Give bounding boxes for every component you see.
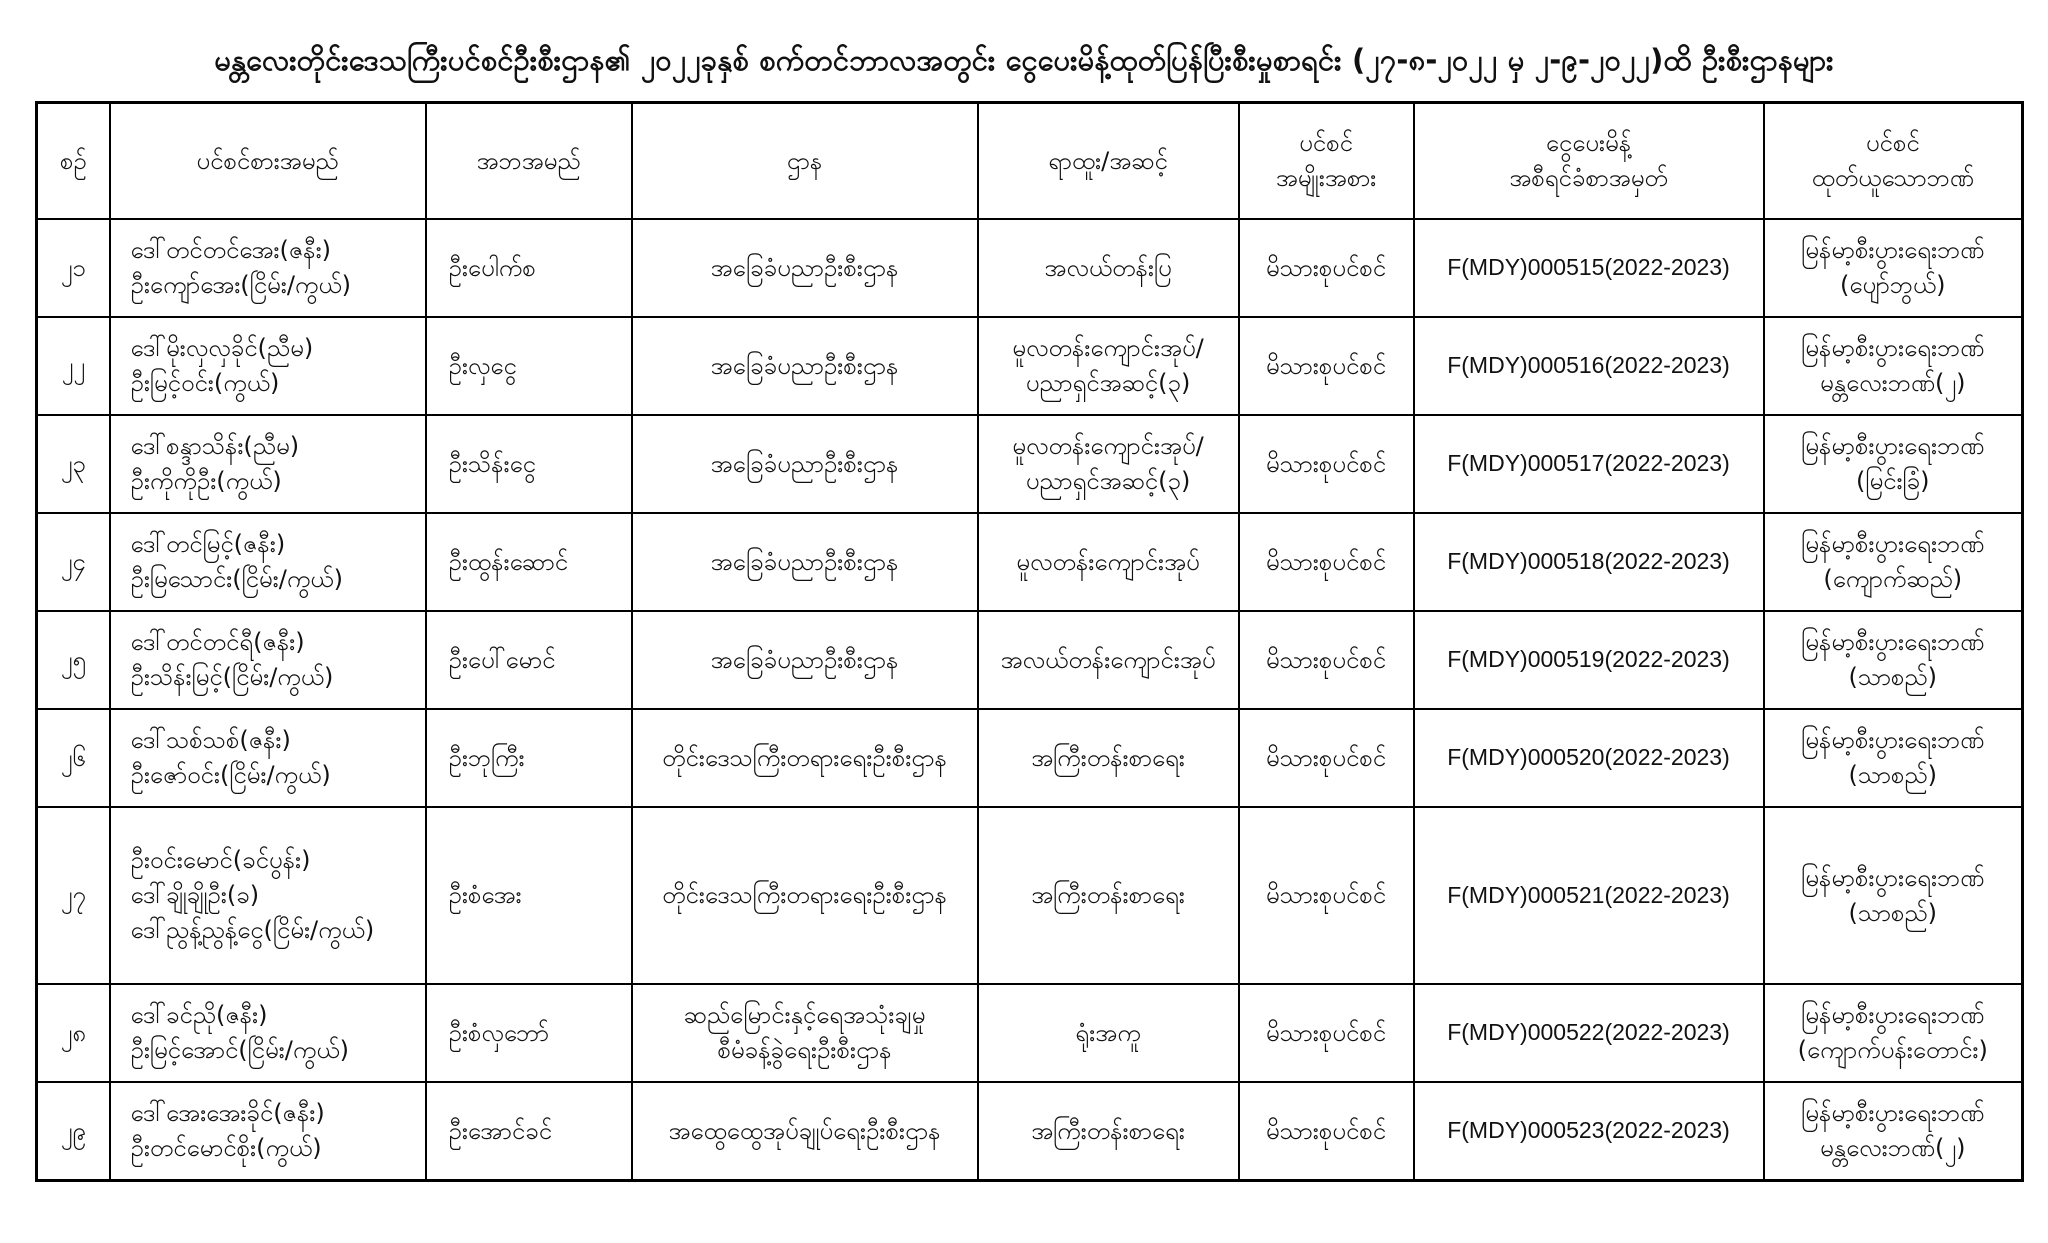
- report-number: F(MDY)000522(2022-2023): [1414, 984, 1764, 1082]
- bank: မြန်မာ့စီးပွားရေးဘဏ် (သာစည်): [1764, 709, 2023, 807]
- department: အခြေခံပညာဦးစီးဌာန: [632, 219, 978, 317]
- pensioner-name: ဒေါ်တင်တင်ရီ(ဇနီး) ဦးသိန်းမြင့်(ငြိမ်း/ကွယ်): [110, 611, 426, 709]
- row-number: ၂၇: [37, 807, 110, 984]
- bank: မြန်မာ့စီးပွားရေးဘဏ် (ကျောက်ဆည်): [1764, 513, 2023, 611]
- pensioner-name: ဒေါ်စန္ဒာသိန်း(ညီမ) ဦးကိုကိုဦး(ကွယ်): [110, 415, 426, 513]
- table-row: [37, 1082, 2023, 1181]
- table-row: [37, 219, 2023, 317]
- table-row: [37, 611, 2023, 709]
- pension-type: မိသားစုပင်စင်: [1239, 219, 1414, 317]
- father-name: ဦးထွန်းဆောင်: [426, 513, 632, 611]
- report-number: F(MDY)000517(2022-2023): [1414, 415, 1764, 513]
- page-title: မန္တလေးတိုင်းဒေသကြီးပင်စင်ဦးစီးဌာန၏ ၂၀၂၂ခုနှစ် စက်တင်ဘာလအတွင်း ငွေပေးမိန့်ထုတ်ပြန်ပြီးစီးမှုစာရင်း (၂၇-၈-၂၀၂၂ မှ ၂-၉-၂၀၂၂)ထိ ဦးစီးဌာနများ: [214, 43, 1834, 77]
- report-number: F(MDY)000516(2022-2023): [1414, 317, 1764, 415]
- department: အခြေခံပညာဦးစီးဌာန: [632, 317, 978, 415]
- department: တိုင်းဒေသကြီးတရားရေးဦးစီးဌာန: [632, 709, 978, 807]
- report-number: F(MDY)000523(2022-2023): [1414, 1082, 1764, 1181]
- col-header-rank: ရာထူး/အဆင့်: [978, 103, 1239, 220]
- report-number: F(MDY)000518(2022-2023): [1414, 513, 1764, 611]
- pensioner-name: ဒေါ်တင်မြင့်(ဇနီး) ဦးမြသောင်း(ငြိမ်း/ကွယ်): [110, 513, 426, 611]
- pensioner-name: ဒေါ်တင်တင်အေး(ဇနီး) ဦးကျော်အေး(ငြိမ်း/ကွယ်): [110, 219, 426, 317]
- row-number: ၂၁: [37, 219, 110, 317]
- department: အခြေခံပညာဦးစီးဌာန: [632, 513, 978, 611]
- row-number: ၂၃: [37, 415, 110, 513]
- table-row: [37, 984, 2023, 1082]
- pension-type: မိသားစုပင်စင်: [1239, 611, 1414, 709]
- col-header-department: ဌာန: [632, 103, 978, 220]
- report-number: F(MDY)000519(2022-2023): [1414, 611, 1764, 709]
- pensioner-name: ဒေါ်ခင်ညို(ဇနီး) ဦးမြင့်အောင်(ငြိမ်း/ကွယ်): [110, 984, 426, 1082]
- pension-type: မိသားစုပင်စင်: [1239, 513, 1414, 611]
- bank: မြန်မာ့စီးပွားရေးဘဏ် (မြင်းခြံ): [1764, 415, 2023, 513]
- bank: မြန်မာ့စီးပွားရေးဘဏ် မန္တလေးဘဏ်(၂): [1764, 317, 2023, 415]
- col-header-pensioner-name: ပင်စင်စားအမည်: [110, 103, 426, 220]
- table-row: [37, 415, 2023, 513]
- col-header-report-number: ငွေပေးမိန့် အစီရင်ခံစာအမှတ်: [1414, 103, 1764, 220]
- col-header-pension-type: ပင်စင် အမျိုးအစား: [1239, 103, 1414, 220]
- father-name: ဦးစံအေး: [426, 807, 632, 984]
- rank: အကြီးတန်းစာရေး: [978, 1082, 1239, 1181]
- pension-type: မိသားစုပင်စင်: [1239, 984, 1414, 1082]
- rank: ရုံးအကူ: [978, 984, 1239, 1082]
- father-name: ဦးလှငွေ: [426, 317, 632, 415]
- pensioner-name: ဦးဝင်းမောင်(ခင်ပွန်း) ဒေါ်ချိုချိုဦး(ခ) ဒေါ်ညွန့်ညွန့်ငွေ(ငြိမ်း/ကွယ်): [110, 807, 426, 984]
- row-number: ၂၂: [37, 317, 110, 415]
- col-header-father-name: အဘအမည်: [426, 103, 632, 220]
- report-number: F(MDY)000520(2022-2023): [1414, 709, 1764, 807]
- father-name: ဦးပေါ်မောင်: [426, 611, 632, 709]
- father-name: ဦးဘုကြီး: [426, 709, 632, 807]
- pensioner-name: ဒေါ်မိုးလှလှခိုင်(ညီမ) ဦးမြင့်ဝင်း(ကွယ်): [110, 317, 426, 415]
- department: အခြေခံပညာဦးစီးဌာန: [632, 415, 978, 513]
- pension-type: မိသားစုပင်စင်: [1239, 317, 1414, 415]
- rank: မူလတန်းကျောင်းအုပ်/ ပညာရှင်အဆင့်(၃): [978, 415, 1239, 513]
- rank: အလယ်တန်းကျောင်းအုပ်: [978, 611, 1239, 709]
- father-name: ဦးအောင်ခင်: [426, 1082, 632, 1181]
- father-name: ဦးပေါက်စ: [426, 219, 632, 317]
- bank: မြန်မာ့စီးပွားရေးဘဏ် (သာစည်): [1764, 611, 2023, 709]
- pension-type: မိသားစုပင်စင်: [1239, 415, 1414, 513]
- header-row: [37, 103, 2023, 220]
- rank: အကြီးတန်းစာရေး: [978, 807, 1239, 984]
- col-header-no: စဉ်: [37, 103, 110, 220]
- col-header-bank: ပင်စင် ထုတ်ယူသောဘဏ်: [1764, 103, 2023, 220]
- table-row: [37, 807, 2023, 984]
- pensioner-name: ဒေါ်သစ်သစ်(ဇနီး) ဦးဇော်ဝင်း(ငြိမ်း/ကွယ်): [110, 709, 426, 807]
- department: အထွေထွေအုပ်ချုပ်ရေးဦးစီးဌာန: [632, 1082, 978, 1181]
- rank: အကြီးတန်းစာရေး: [978, 709, 1239, 807]
- bank: မြန်မာ့စီးပွားရေးဘဏ် မန္တလေးဘဏ်(၂): [1764, 1082, 2023, 1181]
- report-number: F(MDY)000521(2022-2023): [1414, 807, 1764, 984]
- rank: အလယ်တန်းပြ: [978, 219, 1239, 317]
- rank: မူလတန်းကျောင်းအုပ်/ ပညာရှင်အဆင့်(၃): [978, 317, 1239, 415]
- pension-table: [35, 101, 2024, 1182]
- table-row: [37, 513, 2023, 611]
- report-number: F(MDY)000515(2022-2023): [1414, 219, 1764, 317]
- table-row: [37, 317, 2023, 415]
- department: ဆည်မြောင်းနှင့်ရေအသုံးချမှု စီမံခန့်ခွဲရေးဦးစီးဌာန: [632, 984, 978, 1082]
- table-row: [37, 709, 2023, 807]
- bank: မြန်မာ့စီးပွားရေးဘဏ် (ပျော်ဘွယ်): [1764, 219, 2023, 317]
- pensioner-name: ဒေါ်အေးအေးခိုင်(ဇနီး) ဦးတင်မောင်စိုး(ကွယ်): [110, 1082, 426, 1181]
- pension-type: မိသားစုပင်စင်: [1239, 1082, 1414, 1181]
- pension-type: မိသားစုပင်စင်: [1239, 807, 1414, 984]
- bank: မြန်မာ့စီးပွားရေးဘဏ် (ကျောက်ပန်းတောင်း): [1764, 984, 2023, 1082]
- row-number: ၂၉: [37, 1082, 110, 1181]
- rank: မူလတန်းကျောင်းအုပ်: [978, 513, 1239, 611]
- father-name: ဦးစံလှဘော်: [426, 984, 632, 1082]
- father-name: ဦးသိန်းငွေ: [426, 415, 632, 513]
- row-number: ၂၄: [37, 513, 110, 611]
- row-number: ၂၆: [37, 709, 110, 807]
- pension-type: မိသားစုပင်စင်: [1239, 709, 1414, 807]
- row-number: ၂၅: [37, 611, 110, 709]
- row-number: ၂၈: [37, 984, 110, 1082]
- bank: မြန်မာ့စီးပွားရေးဘဏ် (သာစည်): [1764, 807, 2023, 984]
- department: အခြေခံပညာဦးစီးဌာန: [632, 611, 978, 709]
- department: တိုင်းဒေသကြီးတရားရေးဦးစီးဌာန: [632, 807, 978, 984]
